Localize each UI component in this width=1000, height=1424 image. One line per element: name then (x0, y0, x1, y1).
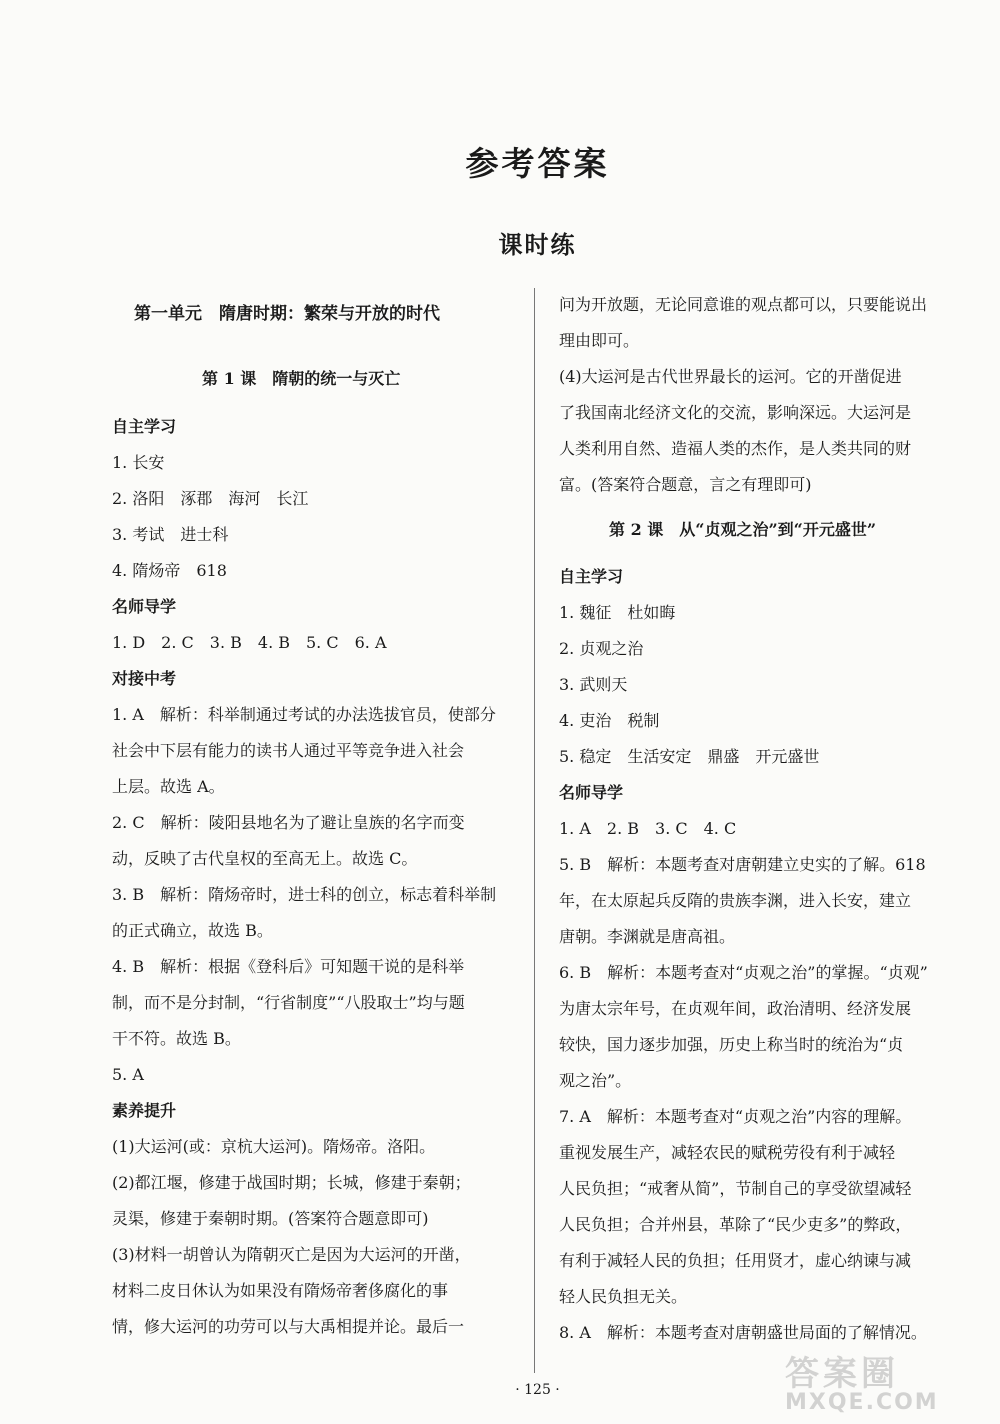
answer-line: 唐朝。李渊就是唐高祖。 (559, 927, 736, 946)
answer-line: 灵渠，修建于秦朝时期。(答案符合题意即可) (112, 1209, 429, 1228)
section-heading: 名师导学 (559, 783, 624, 802)
answer-line: 年，在太原起兵反隋的贵族李渊，进入长安，建立 (559, 891, 912, 910)
answer-line: 2. 洛阳 涿郡 海河 长江 (112, 489, 309, 508)
answer-line: 人类利用自然、造福人类的杰作，是人类共同的财 (559, 439, 912, 458)
answer-line: 上层。故选 A。 (112, 777, 225, 796)
watermark-logo (785, 1356, 990, 1416)
section-heading: 自主学习 (559, 567, 624, 586)
answer-line: 较快，国力逐步加强，历史上称当时的统治为“贞 (559, 1035, 904, 1054)
answer-line: 5. 稳定 生活安定 鼎盛 开元盛世 (559, 747, 820, 766)
answer-line: 3. B 解析：隋炀帝时，进士科的创立，标志着科举制 (112, 885, 497, 904)
page-number: · 125 · (515, 1382, 560, 1398)
answer-line: 4. 吏治 税制 (559, 711, 660, 730)
section-heading: 对接中考 (112, 669, 177, 688)
answer-line: 观之治”。 (559, 1071, 632, 1090)
section-heading: 自主学习 (112, 417, 177, 436)
answer-line: 的正式确立，故选 B。 (112, 921, 273, 940)
lesson-title-2: 第 2 课 从“贞观之治”到“开元盛世” (609, 520, 877, 539)
answer-line: 理由即可。 (559, 331, 640, 350)
answer-line: (4)大运河是古代世界最长的运河。它的开凿促进 (559, 367, 902, 386)
answer-line: (1)大运河(或：京杭大运河)。隋炀帝。洛阳。 (112, 1137, 436, 1156)
unit-title: 第一单元 隋唐时期：繁荣与开放的时代 (134, 304, 440, 324)
answer-line: 3. 武则天 (559, 675, 628, 694)
answer-line: 1. A 解析：科举制通过考试的办法选拔官员，使部分 (112, 705, 496, 724)
lesson-title-1: 第 1 课 隋朝的统一与灭亡 (202, 369, 401, 388)
answer-line: 4. 隋炀帝 618 (112, 561, 227, 580)
answer-line: 5. B 解析：本题考查对唐朝建立史实的了解。618 (559, 855, 926, 874)
answer-line: 1. D 2. C 3. B 4. B 5. C 6. A (112, 633, 387, 652)
answer-line: (3)材料一胡曾认为隋朝灭亡是因为大运河的开凿， (112, 1245, 471, 1264)
answer-line: 5. A (112, 1065, 144, 1084)
answer-line: 为唐太宗年号，在贞观年间，政治清明、经济发展 (559, 999, 912, 1018)
answer-line: 3. 考试 进士科 (112, 525, 229, 544)
page-title: 参考答案 (465, 144, 610, 183)
answer-line: 干不符。故选 B。 (112, 1029, 241, 1048)
answer-line: 了我国南北经济文化的交流，影响深远。大运河是 (559, 403, 912, 422)
answer-line: 重视发展生产，减轻农民的赋税劳役有利于减轻 (559, 1143, 896, 1162)
answer-line: 6. B 解析：本题考查对“贞观之治”的掌握。“贞观” (559, 963, 928, 982)
page-subtitle: 课时练 (498, 230, 577, 259)
answer-line: 材料二皮日休认为如果没有隋炀帝奢侈腐化的事 (112, 1281, 449, 1300)
answer-line: 动，反映了古代皇权的至高无上。故选 C。 (112, 849, 418, 868)
section-heading: 素养提升 (112, 1101, 177, 1120)
answer-line: 制，而不是分封制，“行省制度”“八股取士”均与题 (112, 993, 465, 1012)
answer-line: 人民负担；合并州县，革除了“民少吏多”的弊政， (559, 1215, 912, 1234)
answer-line: 人民负担；“戒奢从简”，节制自己的享受欲望减轻 (559, 1179, 912, 1198)
answer-line: 富。(答案符合题意，言之有理即可) (559, 475, 812, 494)
answer-line: 情，修大运河的功劳可以与大禹相提并论。最后一 (112, 1317, 465, 1336)
answer-line: 2. 贞观之治 (559, 639, 644, 658)
answer-line: 1. 魏征 杜如晦 (559, 603, 676, 622)
answer-line: (2)都江堰，修建于战国时期；长城，修建于秦朝； (112, 1173, 471, 1192)
answer-line: 7. A 解析：本题考查对“贞观之治”内容的理解。 (559, 1107, 912, 1126)
answer-line: 有利于减轻人民的负担；任用贤才，虚心纳谏与减 (559, 1251, 912, 1270)
answer-line: 8. A 解析：本题考查对唐朝盛世局面的了解情况。 (559, 1323, 927, 1342)
watermark-top-text: 答案圈 (785, 1354, 899, 1394)
answer-line: 1. 长安 (112, 453, 165, 472)
answer-line: 轻人民负担无关。 (559, 1287, 688, 1306)
column-divider (534, 288, 535, 1373)
answer-line: 1. A 2. B 3. C 4. C (559, 819, 737, 838)
answer-line: 问为开放题，无论同意谁的观点都可以，只要能说出 (559, 295, 928, 314)
watermark-bottom-text: MXQE.COM (785, 1390, 939, 1415)
answer-line: 2. C 解析：陵阳县地名为了避让皇族的名字而变 (112, 813, 465, 832)
answer-line: 社会中下层有能力的读书人通过平等竞争进入社会 (112, 741, 465, 760)
answer-line: 4. B 解析：根据《登科后》可知题干说的是科举 (112, 957, 465, 976)
section-heading: 名师导学 (112, 597, 177, 616)
